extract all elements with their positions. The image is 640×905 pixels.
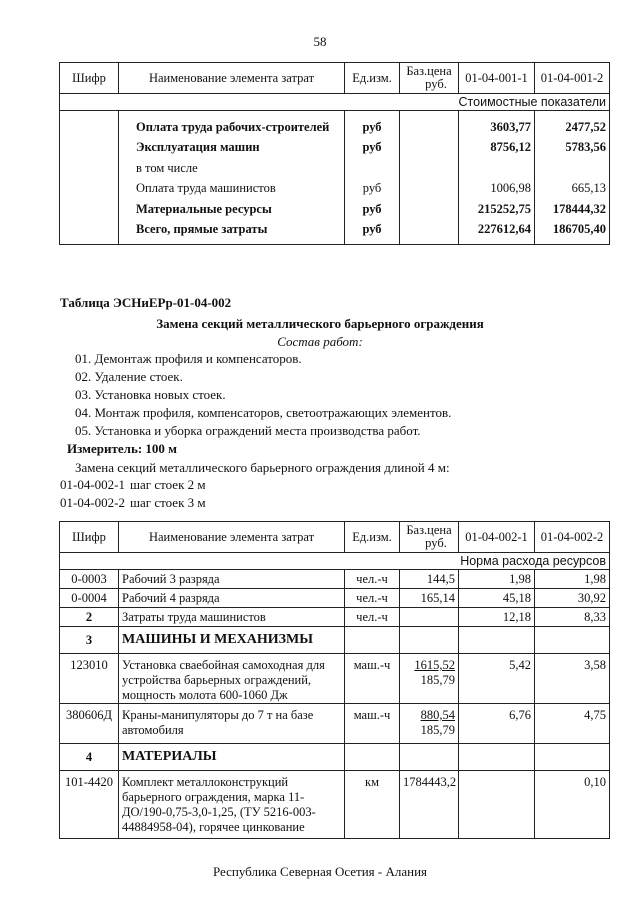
resource-table — [59, 521, 610, 839]
page-number: 58 — [313, 34, 327, 49]
table-row: 101-4420 Комплект металлоконструкций барьерного ограждения, марка 11-ДО/190-0,75-3,0-1,25, (ТУ 5216-003-44884958-04), горячее цинкование км 1784443,2 0,10 — [60, 771, 610, 839]
operation-item: 03. Установка новых стоек. — [75, 387, 226, 402]
footer: Республика Северная Осетия - Алания — [212, 864, 428, 879]
header-unit: Ед.изм. — [345, 63, 400, 94]
cost-table — [59, 62, 610, 245]
table-row: 0-0003 Рабочий 3 разряда чел.-ч 144,5 1,98 1,98 — [60, 570, 610, 589]
variant-line: 01-04-002-2 шаг стоек 3 м — [60, 495, 206, 510]
table-header — [60, 522, 610, 553]
variant-line: 01-04-002-1 шаг стоек 2 м — [60, 477, 206, 492]
subheader: Норма расхода ресурсов — [60, 553, 610, 570]
table-row: Эксплуатация машин руб 8756,12 5783,56 — [60, 138, 610, 159]
operation-item: 01. Демонтаж профиля и компенсаторов. — [75, 351, 302, 366]
section-row: 4 МАТЕРИАЛЫ — [60, 744, 610, 771]
header-col2: 01-04-001-2 — [535, 63, 610, 94]
operation-item: 04. Монтаж профиля, компенсаторов, светоотражающих элементов. — [75, 405, 452, 420]
table-row: Оплата труда рабочих-строителей руб 3603,77 2477,52 — [60, 111, 610, 138]
subheader: Стоимостные показатели — [60, 94, 610, 111]
operation-item: 02. Удаление стоек. — [75, 369, 183, 384]
header-base-price: Баз.цена руб. — [400, 522, 459, 553]
table-header — [60, 63, 610, 94]
section-title: Замена секций металлического барьерного ограждения — [156, 316, 484, 331]
table-row: 380606Д Краны-манипуляторы до 7 т на базе автомобиля маш.-ч 880,54 185,79 6,76 4,75 — [60, 704, 610, 744]
header-code: Шифр — [60, 522, 119, 553]
table-row: Материальные ресурсы руб 215252,75 178444,32 — [60, 199, 610, 220]
table-row: 123010 Установка сваебойная самоходная для устройства барьерных ограждений, мощность молота 600-1060 Дж маш.-ч 1615,52 185,79 5,42 3,58 — [60, 654, 610, 704]
table-row: 0-0004 Рабочий 4 разряда чел.-ч 165,14 45,18 30,92 — [60, 589, 610, 608]
header-code: Шифр — [60, 63, 119, 94]
header-base-price: Баз.цена руб. — [400, 63, 459, 94]
table-row: в том числе — [60, 158, 610, 179]
table-row: Всего, прямые затраты руб 227612,64 186705,40 — [60, 220, 610, 245]
section-row: 3 МАШИНЫ И МЕХАНИЗМЫ — [60, 627, 610, 654]
composition-heading: Состав работ: — [277, 334, 363, 349]
table-row: 2 Затраты труда машинистов чел.-ч 12,18 8,33 — [60, 608, 610, 627]
header-col1: 01-04-001-1 — [459, 63, 535, 94]
table-caption: Таблица ЭСНиЕРр-01-04-002 — [60, 295, 232, 310]
header-col1: 01-04-002-1 — [459, 522, 535, 553]
operation-item: 05. Установка и уборка ограждений места производства работ. — [75, 423, 421, 438]
header-name: Наименование элемента затрат — [119, 63, 345, 94]
header-unit: Ед.изм. — [345, 522, 400, 553]
header-col2: 01-04-002-2 — [535, 522, 610, 553]
header-name: Наименование элемента затрат — [119, 522, 345, 553]
description: Замена секций металлического барьерного ограждения длиной 4 м: — [75, 460, 450, 475]
measure-unit: Измеритель: 100 м — [67, 441, 178, 456]
table-row: Оплата труда машинистов руб 1006,98 665,13 — [60, 179, 610, 200]
